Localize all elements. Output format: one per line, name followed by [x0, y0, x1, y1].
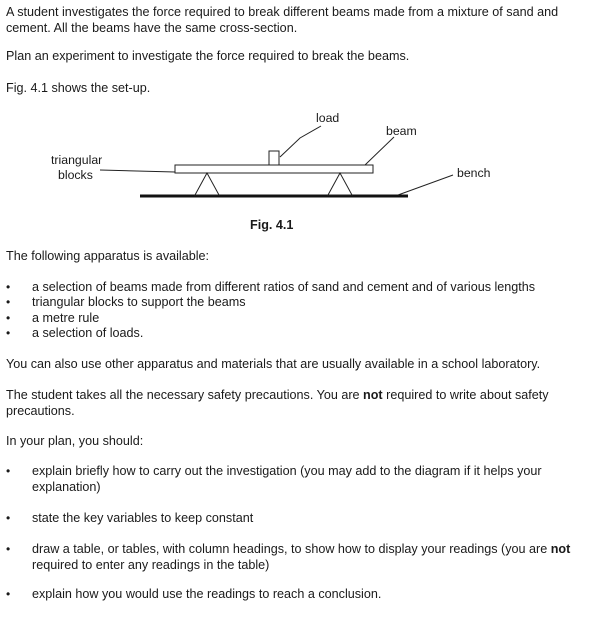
plan-prompt: Plan an experiment to investigate the force required to break the beams.: [6, 49, 410, 63]
bullet-icon: •: [6, 295, 11, 309]
apparatus-item-loads: a selection of loads.: [32, 326, 144, 340]
plan-item-conclusion: explain how you would use the readings to reach a conclusion.: [32, 587, 382, 601]
left-triangular-block: [195, 173, 219, 195]
list-item: [6, 586, 591, 602]
list-item: [6, 510, 591, 526]
bullet-icon: •: [6, 280, 11, 294]
figure-caption: Fig. 4.1: [250, 218, 294, 232]
load-leader-line: [280, 126, 321, 157]
other-apparatus-text: You can also use other apparatus and materials that are usually available in a school laboratory.: [6, 357, 541, 371]
list-item: [6, 463, 591, 495]
beam-leader-line: [365, 137, 394, 165]
list-item: [6, 279, 591, 295]
plan-item-table: draw a table, or tables, with column headings, to show how to display your readings (you are not required to enter any readings in the table): [32, 542, 571, 572]
bullet-icon: •: [6, 326, 11, 340]
list-item: [6, 325, 591, 341]
bench-label: bench: [457, 166, 491, 180]
right-triangular-block: [328, 173, 352, 195]
plan-heading: In your plan, you should:: [6, 434, 144, 448]
plan-item-variables: state the key variables to keep constant: [32, 511, 254, 525]
apparatus-heading: The following apparatus is available:: [6, 249, 210, 263]
beam-label: beam: [386, 124, 417, 138]
bullet-icon: •: [6, 587, 11, 601]
blocks-label: blocks: [58, 168, 93, 182]
list-item: [6, 310, 591, 326]
table-emphasis: not: [550, 542, 571, 556]
list-item: [6, 294, 591, 310]
list-item: [6, 541, 591, 573]
apparatus-item-beams: a selection of beams made from different ratios of sand and cement and of various lengths: [32, 280, 536, 294]
bullet-icon: •: [6, 511, 11, 525]
safety-emphasis: not: [363, 388, 383, 402]
bullet-icon: •: [6, 311, 11, 325]
load-label: load: [316, 111, 340, 125]
figure-reference: Fig. 4.1 shows the set-up.: [6, 81, 151, 95]
bullet-icon: •: [6, 542, 11, 556]
intro-text: A student investigates the force required to break different beams made from a mixture of sand and cement. All the beams have the same cross-section.: [6, 5, 559, 35]
triangular-label: triangular: [51, 153, 103, 167]
beam-shape: [175, 165, 373, 173]
safety-text: The student takes all the necessary safety precautions. You are not required to write about safety precautions.: [6, 388, 549, 418]
load-mass: [269, 151, 279, 165]
bullet-icon: •: [6, 464, 11, 478]
plan-item-method: explain briefly how to carry out the investigation (you may add to the diagram if it helps your explanation): [32, 464, 542, 494]
apparatus-item-blocks: triangular blocks to support the beams: [32, 295, 246, 309]
blocks-leader-line: [100, 170, 175, 172]
bench-leader-line: [398, 175, 453, 195]
apparatus-item-rule: a metre rule: [32, 311, 100, 325]
